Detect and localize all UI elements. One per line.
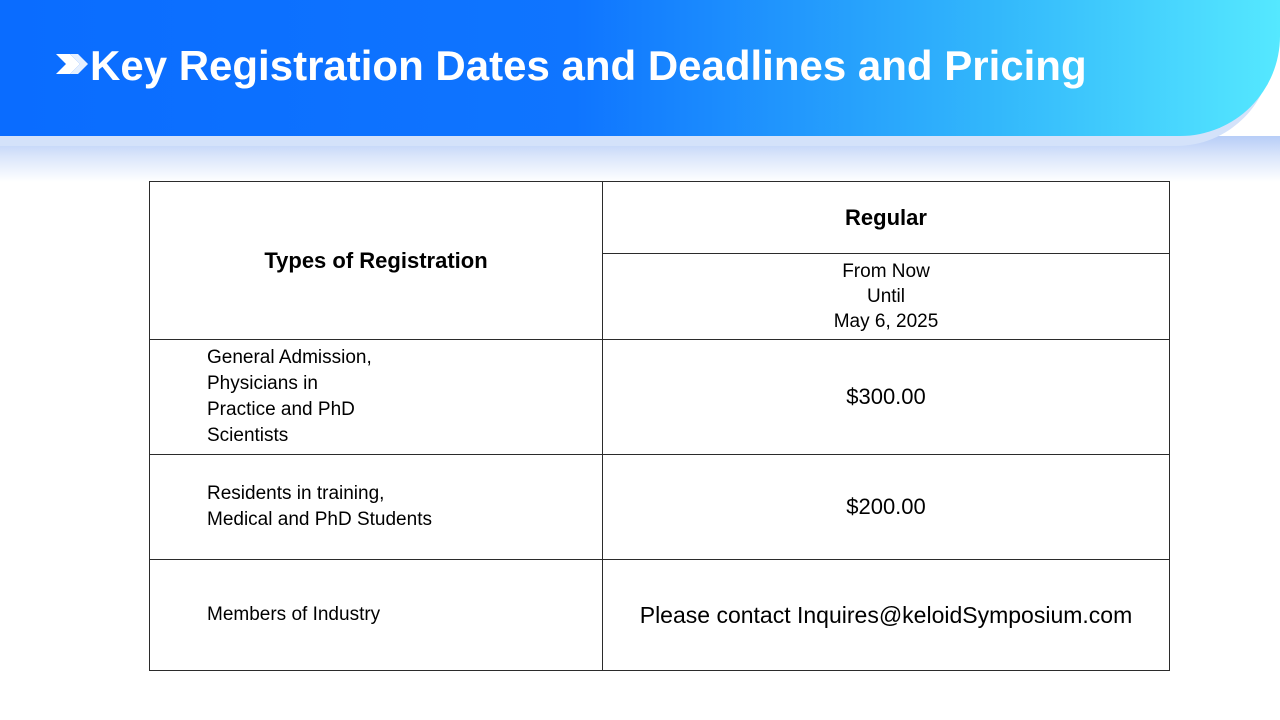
header-types-of-registration: Types of Registration	[150, 182, 603, 340]
registration-type-label	[150, 560, 603, 671]
label-line: Physicians in	[207, 373, 318, 394]
regular-price: $300.00	[603, 340, 1170, 455]
table-row	[150, 560, 1170, 671]
label-line: Residents in training,	[207, 483, 385, 504]
table-row	[150, 455, 1170, 560]
date-line: May 6, 2025	[833, 311, 939, 332]
registration-type-label	[150, 340, 603, 455]
regular-price: $200.00	[603, 455, 1170, 560]
double-chevron-right-icon	[56, 52, 92, 76]
industry-contact-note: Please contact Inquires@keloidSymposium.com	[603, 560, 1170, 671]
label-line: General Admission,	[207, 347, 372, 368]
header-date-range	[603, 254, 1170, 340]
table-header-row	[150, 182, 1170, 254]
label-line: Members of Industry	[207, 604, 381, 625]
table-row	[150, 340, 1170, 455]
header-regular: Regular	[603, 182, 1170, 254]
slide-title: Key Registration Dates and Deadlines and Pricing	[90, 42, 1087, 89]
label-line: Medical and PhD Students	[207, 509, 432, 530]
registration-type-label	[150, 455, 603, 560]
date-line: From Now	[842, 261, 930, 282]
date-line: Until	[866, 286, 905, 307]
registration-pricing-table	[149, 181, 1170, 671]
label-line: Practice and PhD	[207, 399, 355, 420]
label-line: Scientists	[207, 425, 289, 446]
